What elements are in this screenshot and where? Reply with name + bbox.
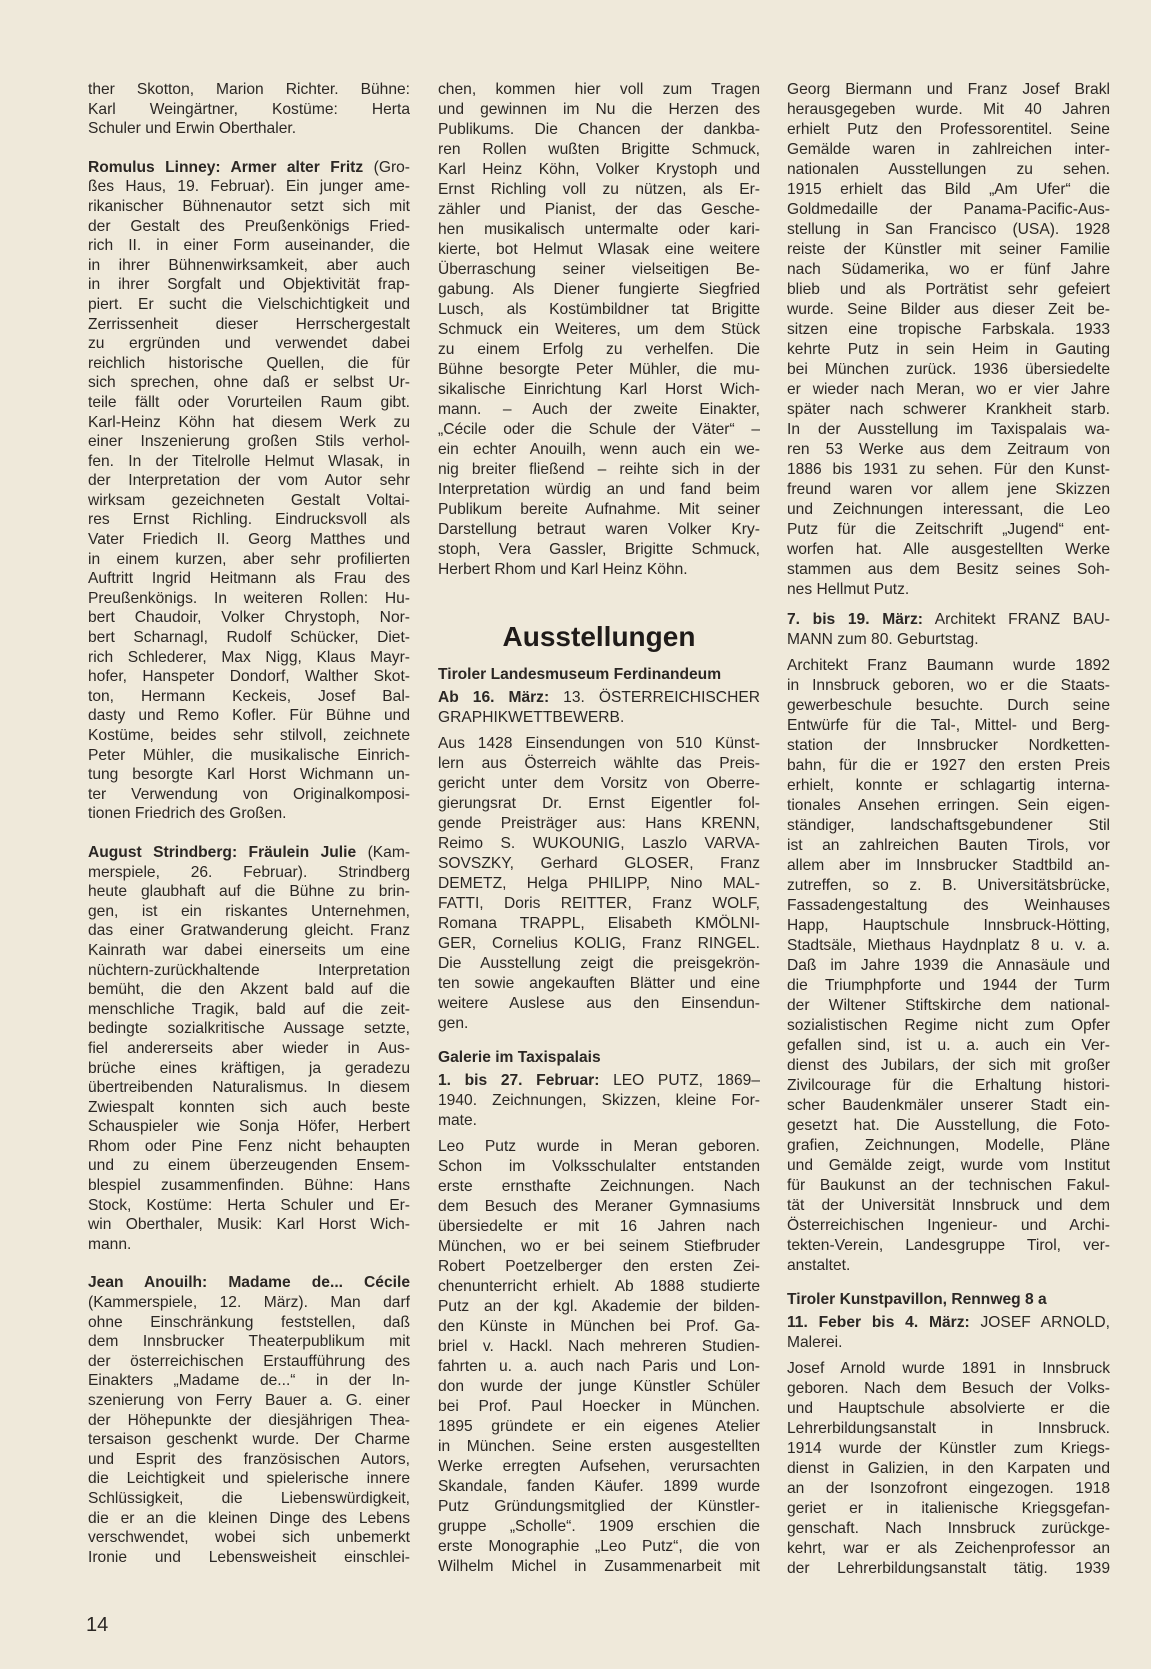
text-line: übersiedelte er mit 16 Jahren nach [438, 1218, 760, 1235]
text-line: in ihrer Sorgfalt und Objektivität frap- [88, 276, 410, 294]
text-line: gen, ist ein riskantes Unternehmen, [88, 902, 410, 920]
text-line: Schon im Volksschulalter entstanden [438, 1158, 760, 1175]
text-line: Preußenkönigs. In weiteren Rollen: Hu- [88, 589, 410, 607]
text-line: Darstellung betraut waren Volker Kry- [438, 521, 760, 538]
text-line: stammen aus dem Besitz seines Soh- [787, 561, 1110, 578]
text-line: in einem kurzen, aber sehr profilierten [88, 550, 410, 568]
column-right [787, 80, 1110, 1579]
text-line: der österreichischen Erstaufführung des [88, 1352, 410, 1370]
text-line: tekten-Verein, Landesgruppe Tirol, ver- [787, 1237, 1110, 1254]
text-line: sich sprechen, ohne daß er selbst Ur- [88, 374, 410, 392]
text-line: genschaft. Nach Innsbruck zurückge- [787, 1520, 1110, 1537]
text-line: win Oberthaler, Musik: Karl Horst Wich- [88, 1216, 410, 1234]
text-line: dem Innsbrucker Theaterpublikum mit [88, 1333, 410, 1351]
text-line: dienst in Galizien, in den Karpaten und [787, 1460, 1110, 1477]
text-line: reiste der Künstler mit seiner Familie [787, 241, 1110, 258]
bold-lead: August Strindberg: Fräulein Julie [88, 843, 357, 861]
lead-rest: LEO PUTZ, 1869– [599, 1072, 760, 1089]
text-line: Auftritt Ingrid Heitmann als Frau des [88, 570, 410, 588]
text-line: ein echter Anouilh, wenn auch ein we- [438, 441, 760, 458]
text-line: Stock, Kostüme: Herta Schuler und Er- [88, 1196, 410, 1214]
text-line: erste ernsthafte Zeichnungen. Nach [438, 1178, 760, 1195]
text-line: bert Chaudoir, Volker Chrystoph, Nor- [88, 609, 410, 627]
text-line: Aus 1428 Einsendungen von 510 Künst- [438, 735, 760, 752]
text-line: tät der Universität Innsbruck und dem [787, 1197, 1110, 1214]
text-line: fahrten u. a. auch nach Paris und Lon- [438, 1358, 760, 1375]
venue-text: Tiroler Kunstpavillon, Rennweg 8 a [787, 1291, 1047, 1308]
text-line: ton, Hermann Keckeis, Josef Bal- [88, 687, 410, 705]
text-line: der Wiltener Stiftskirche dem national- [787, 997, 1110, 1014]
text-line: dasty und Remo Kofler. Für Bühne und [88, 707, 410, 725]
text-line: gen. [438, 1015, 469, 1032]
text-line: das einer Gratwanderung gleicht. Franz [88, 922, 410, 940]
review-paragraph [88, 158, 410, 824]
section-heading [438, 619, 760, 655]
text-line: sitzen eine tropische Farbskala. 1933 [787, 321, 1110, 338]
text-line: Gemälde waren in zahlreichen inter- [787, 141, 1110, 158]
text-line: Ernst Richling voll zu nützen, als Er- [438, 181, 760, 198]
text-line: res Ernst Richling. Eindrucksvoll als [88, 511, 410, 529]
text-line: brüche eines kräftigen, ja geradezu [88, 1059, 410, 1077]
text-line: Ironie und Lebensweisheit einschlei- [88, 1548, 410, 1566]
text-line: zu ergründen und verwendet dabei [88, 335, 410, 353]
text-line: hofer, Hanspeter Dondorf, Walther Skot- [88, 668, 410, 686]
text-line: Fassadengestaltung des Weinhauses [787, 897, 1110, 914]
text-line: gesetzt hat. Die Ausstellung, die Foto- [787, 1117, 1110, 1134]
text-line: in ihrer Bühnenwirksamkeit, aber auch [88, 256, 410, 274]
text-line: freund waren vor allem jene Skizzen [787, 481, 1110, 498]
text-line: allem aber im Innsbrucker Stadtbild an- [787, 857, 1110, 874]
text-line: an der Isonzofront eingezogen. 1918 [787, 1480, 1110, 1497]
lead-rest: 13. ÖSTERREICHISCHER [549, 689, 760, 706]
text-line: zu einem Erfolg zu verhelfen. Die [438, 341, 760, 358]
text-line: die er an die kleinen Dinge des Lebens [88, 1509, 410, 1527]
exhibition-entry [438, 688, 760, 728]
text-line: reichlich historische Quellen, die für [88, 354, 410, 372]
text-line: Lehrerbildungsanstalt in Innsbruck. [787, 1420, 1110, 1437]
heading-text: Ausstellungen [502, 621, 696, 652]
text-line: bert Scharnagl, Rudolf Schücker, Diet- [88, 629, 410, 647]
text-line: teile fällt oder Vorurteilen Raum gibt. [88, 393, 410, 411]
body-paragraph [438, 734, 760, 1034]
text-line: Die Ausstellung zeigt die preisgekrön- [438, 955, 760, 972]
text-line: nüchtern-zurückhaltende Interpretation [88, 961, 410, 979]
text-line: später nach schwerer Krankheit starb. [787, 401, 1110, 418]
text-line: piert. Er sucht die Vielschichtigkeit und [88, 295, 410, 313]
text-line: ther Skotton, Marion Richter. Bühne: [88, 81, 410, 98]
text-line: szenierung von Ferry Bauer a. G. einer [88, 1392, 410, 1409]
text-line: Schuler und Erwin Oberthaler. [88, 120, 297, 138]
body-paragraph [787, 656, 1110, 1276]
text-line: rikanischer Bühnenautor setzt sich mit [88, 197, 410, 215]
text-line: mann. – Auch der zweite Einakter, [438, 401, 760, 418]
text-line: kierte, bot Helmut Wlasak eine weitere [438, 241, 760, 258]
text-line: blespiel zusammenfinden. Bühne: Hans [88, 1177, 410, 1195]
text-line: Skandale, fanden Käufer. 1899 wurde [438, 1478, 760, 1495]
text-line [787, 1313, 1110, 1333]
text-line: chenunterricht erhielt. Ab 1888 studierte [438, 1278, 760, 1295]
text-line: mann. [88, 1235, 132, 1253]
body-paragraph [787, 1359, 1110, 1579]
text-line: Überraschung seiner vielseitigen Be- [438, 261, 760, 278]
text-line: Entwürfe für die Tal-, Mittel- und Berg- [787, 717, 1110, 734]
text-line: Leo Putz wurde in Meran geboren. [438, 1138, 760, 1155]
text-line: erhielt Putz den Professorentitel. Seine [787, 121, 1110, 138]
text-line: stellung in San Francisco (USA). 1928 [787, 221, 1110, 238]
text-line: Kainrath war dabei einerseits um eine [88, 941, 410, 959]
text-line: heute glaubhaft auf die Bühne zu brin- [88, 883, 410, 901]
text-line: nig breiter fließend – reihte sich in der [438, 461, 760, 478]
text-line: ständiger, landschaftsgebundener Stil [787, 817, 1110, 834]
text-line: fiel andererseits aber wieder in Aus- [88, 1039, 410, 1057]
text-line: gefallen sind, ist u. a. auch ein Ver- [787, 1037, 1110, 1054]
text-line: und Esprit des französischen Autors, [88, 1450, 410, 1468]
text-line: gewerbeschule besuchte. Durch seine [787, 697, 1110, 714]
text-line: Schmuck ein Weiteres, um dem Stück [438, 321, 760, 338]
text-line: verschwendet, wobei sich unbemerkt [88, 1529, 410, 1547]
text-line: Einakters „Madame de...“ in der In- [88, 1372, 410, 1390]
text-line: 1915 erhielt das Bild „Am Ufer“ die [787, 181, 1110, 198]
text-line: Lusch, als Kostümbildner tat Brigitte [438, 301, 760, 318]
text-line: bei München zurück. 1936 übersiedelte [787, 361, 1110, 378]
text-line: in München. Seine ersten ausgestellten [438, 1438, 760, 1455]
text-line: bedingte sozialkritische Aussage setzte, [88, 1020, 410, 1038]
text-line: bahn, für die er 1927 den ersten Preis [787, 757, 1110, 774]
text-line: ten sowie angekauften Blätter und eine [438, 975, 760, 992]
text-line: In der Ausstellung im Taxispalais wa- [787, 421, 1110, 438]
text-line: zähler und Pianist, der das Gesche- [438, 201, 760, 218]
text-line: Schauspieler wie Sonja Höfer, Herbert [88, 1118, 410, 1136]
text-line: der Gestalt des Preußenkönigs Fried- [88, 217, 410, 235]
text-line: wirksam gezeichneten Gestalt Voltai- [88, 491, 410, 509]
text-line: stoph, Vera Gassler, Brigitte Schmuck, [438, 541, 760, 558]
text-line: ter Verwendung von Originalkomposi- [88, 785, 410, 803]
text-line: don wurde der junge Künstler Schüler [438, 1378, 760, 1395]
text-line: lern aus Österreich wählte das Preis- [438, 755, 760, 772]
text-line: ist an zahlreichen Bauten Tirols, vor [787, 837, 1110, 854]
bold-lead: Romulus Linney: Armer alter Fritz [88, 158, 364, 176]
body-paragraph [438, 1137, 760, 1577]
text-line: gabung. Als Diener fungierte Siegfried [438, 281, 760, 298]
text-line: grafien, Zeichnungen, Modelle, Pläne [787, 1137, 1110, 1154]
body-paragraph [787, 80, 1110, 600]
text-line: DEMETZ, Helga PHILIPP, Nino MAL- [438, 875, 760, 892]
text-line: dem Besuch des Meraner Gymnasiums [438, 1198, 760, 1215]
text-line: zutreffen, so z. B. Universitätsbrücke, [787, 877, 1110, 894]
text-line: einer Inszenierung großen Stils verhol- [88, 433, 410, 451]
text-line: ohne Einschränkung feststellen, daß [88, 1313, 410, 1331]
text-line: tionen Friedrich des Großen. [88, 805, 287, 823]
text-line: scher Baudenkmäler unserer Stadt ein- [787, 1097, 1110, 1114]
text-line: (Kammerspiele, 12. März). Man darf [88, 1294, 410, 1312]
text-line: sikalische Einrichtung Karl Horst Wich- [438, 381, 760, 398]
text-line: „Cécile oder die Schule der Väter“ – [438, 421, 760, 438]
text-line: Herbert Rhom und Karl Heinz Köhn. [438, 561, 688, 578]
text-line: gruppe „Scholle“. 1909 erschien die [438, 1518, 760, 1535]
text-line: Robert Poetzelberger den ersten Zei- [438, 1258, 760, 1275]
text-line: wurde. Seine Bilder aus dieser Zeit be- [787, 301, 1110, 318]
text-line: der Höhepunkte der diesjährigen Thea- [88, 1411, 410, 1429]
lead-rest: (Gro- [363, 158, 410, 176]
text-line: Malerei. [787, 1334, 843, 1351]
text-line: ßes Haus, 19. Februar). Ein junger ame- [88, 178, 410, 196]
text-line: Publikums. Die Chancen der dankba- [438, 121, 760, 138]
text-line: Goldmedaille der Panama-Pacific-Aus- [787, 201, 1110, 218]
text-line: die Leichtigkeit und spielerische innere [88, 1470, 410, 1488]
venue-text: Tiroler Landesmuseum Ferdinandeum [438, 666, 722, 683]
text-line: der Lehrerbildungsanstalt tätig. 1939 [787, 1560, 1110, 1577]
text-line: tionales Ansehen erringen. Sein eigen- [787, 797, 1110, 814]
text-line: übertreibenden Naturalismus. In diesem [88, 1079, 410, 1097]
text-line: Stadtsäle, Miethaus Haydnplatz 8 u. v. a. [787, 937, 1110, 954]
text-line: Zivilcourage für die Erhaltung histori- [787, 1077, 1110, 1094]
review-paragraph [88, 80, 410, 139]
text-line: gende Preisträger aus: Hans KRENN, [438, 815, 760, 832]
text-line: der Interpretation der vom Autor sehr [88, 472, 410, 490]
text-line: blieb und als Porträtist sehr gefeiert [787, 281, 1110, 298]
text-line: München, wo er bei seinem Stiefbruder [438, 1238, 760, 1255]
text-line: gericht unter dem Vorsitz von Oberre- [438, 775, 760, 792]
bold-lead: Ab 16. März: [438, 689, 550, 706]
exhibition-entry [438, 1071, 760, 1131]
text-line: menschliche Tragik, bald auf die zeit- [88, 1000, 410, 1018]
lead-rest: JOSEF ARNOLD, [969, 1314, 1110, 1331]
text-line: Reimo S. WUKOUNIG, Laszlo VARVA- [438, 835, 760, 852]
text-line: den Künste in München bei Prof. Ga- [438, 1318, 760, 1335]
text-line: weitere Auslese aus den Einsendun- [438, 995, 760, 1012]
text-line: Publikum bereite Aufnahme. Mit seiner [438, 501, 760, 518]
text-line: für Baukunst an der technischen Fakul- [787, 1177, 1110, 1194]
column-left [88, 80, 410, 1567]
page-number: 14 [86, 1614, 109, 1636]
text-line: sozialistischen Regime nicht zum Opfer [787, 1017, 1110, 1034]
text-line: rich Schlederer, Max Nigg, Klaus Mayr- [88, 648, 410, 666]
text-line: anstaltet. [787, 1257, 851, 1274]
text-line: Zerrissenheit dieser Herrschergestalt [88, 315, 410, 333]
text-line: Bühne besorgte Peter Mühler, die mu- [438, 361, 760, 378]
venue-text: Galerie im Taxispalais [438, 1049, 601, 1066]
text-line: Putz für die Zeitschrift „Jugend“ ent- [787, 521, 1110, 538]
bold-lead: 11. Feber bis 4. März: [787, 1314, 970, 1331]
text-line: herausgegeben wurde. Mit 40 Jahren [787, 101, 1110, 118]
text-line: bei Prof. Paul Hoecker in München. [438, 1398, 760, 1415]
text-line: Karl Heinz Köhn, Volker Krystoph und [438, 161, 760, 178]
exhibition-entry [787, 610, 1110, 650]
text-line: nes Hellmut Putz. [787, 581, 910, 598]
text-line: die Triumphpforte und 1944 der Turm [787, 977, 1110, 994]
text-line: erhielt, konnte er schlagartig interna- [787, 777, 1110, 794]
lead-rest: Architekt FRANZ BAU- [922, 611, 1110, 628]
column-middle [438, 80, 760, 1577]
text-line: und Gemälde zeigt, wurde vom Institut [787, 1157, 1110, 1174]
text-line: Karl-Heinz Köhn hat diesem Werk zu [88, 413, 410, 431]
text-line [88, 843, 410, 863]
text-line: mate. [438, 1112, 477, 1129]
text-line: Happ, Hauptschule Innsbruck-Hötting, [787, 917, 1110, 934]
text-line: bemüht, die den Akzent bald auf die [88, 981, 410, 999]
body-paragraph [438, 80, 760, 580]
text-line: station der Innsbrucker Nordketten- [787, 737, 1110, 754]
text-line: Werke erregten Aufsehen, verursachten [438, 1458, 760, 1475]
text-line: Karl Weingärtner, Kostüme: Herta [88, 100, 410, 118]
text-line: Romana TRAPPL, Elisabeth KMÖLNI- [438, 915, 760, 932]
venue-heading [438, 665, 760, 685]
text-line: ren 53 Werke aus dem Zeitraum von [787, 441, 1110, 458]
text-line: Architekt Franz Baumann wurde 1892 [787, 657, 1110, 674]
text-line: Österreichischen Ingenieur- und Archi- [787, 1217, 1110, 1234]
text-line: 1914 wurde der Künstler zum Kriegs- [787, 1440, 1110, 1457]
text-line: kehrt, war er als Zeichenprofessor an [787, 1540, 1110, 1557]
text-line [438, 688, 760, 708]
text-line: dienst des Jubilars, der sich mit großer [787, 1057, 1110, 1074]
text-line: kehrte Putz in sein Heim in Gauting [787, 341, 1110, 358]
text-line [787, 610, 1110, 630]
venue-heading [787, 1290, 1110, 1310]
text-line: Wilhelm Michel in Zusammenarbeit mit [438, 1558, 760, 1575]
exhibition-entry [787, 1313, 1110, 1353]
text-line [438, 1071, 760, 1091]
bold-lead: 1. bis 27. Februar: [438, 1072, 600, 1089]
text-line: hen musikalisch untermalte oder kari- [438, 221, 760, 238]
text-line: Josef Arnold wurde 1891 in Innsbruck [787, 1360, 1110, 1377]
text-line: Putz Gründungsmitglied der Künstler- [438, 1498, 760, 1515]
text-line: Zwiespalt konnten sich auch beste [88, 1098, 410, 1116]
text-line: chen, kommen hier voll zum Tragen [438, 81, 760, 98]
review-paragraph [88, 1273, 410, 1567]
text-line: tersaison geschenkt wurde. Der Charme [88, 1431, 410, 1449]
text-line: fen. In der Titelrolle Helmut Wlasak, in [88, 452, 410, 470]
text-line: und gewinnen im Nu die Herzen des [438, 101, 760, 118]
review-paragraph [88, 843, 410, 1254]
text-line: tung besorgte Karl Horst Wichmann un- [88, 766, 410, 784]
text-line: worfen hat. Alle ausgestellten Werke [787, 541, 1110, 558]
text-line: nach Südamerika, wo er fünf Jahre [787, 261, 1110, 278]
text-line: Putz an der kgl. Akademie der bilden- [438, 1298, 760, 1315]
text-line: Rhom oder Pine Fenz nicht behaupten [88, 1137, 410, 1155]
text-line: GER, Cornelius KOLIG, Franz RINGEL. [438, 935, 760, 952]
text-line: 1895 gründete er ein eigenes Atelier [438, 1418, 760, 1435]
text-line: Vater Friedich II. Georg Matthes und [88, 531, 410, 549]
text-line: Daß im Jahre 1939 die Annasäule und [787, 957, 1110, 974]
text-line: 1940. Zeichnungen, Skizzen, kleine For- [438, 1092, 760, 1109]
text-line: er wieder nach Meran, wo er vier Jahre [787, 381, 1110, 398]
text-line [88, 1273, 410, 1293]
text-line: Interpretation würdig an und fand beim [438, 481, 760, 498]
text-line: merspiele, 26. Februar). Strindberg [88, 863, 410, 881]
text-line: geriet er in italienische Kriegsgefan- [787, 1500, 1110, 1517]
text-line: Kostüme, beides sehr stilvoll, zeichnete [88, 727, 410, 744]
text-line: rich II. in einer Form auseinander, die [88, 237, 410, 255]
text-line: Georg Biermann und Franz Josef Brakl [787, 81, 1110, 98]
bold-lead: Jean Anouilh: Madame de... Cécile [88, 1274, 410, 1292]
venue-heading [438, 1048, 760, 1068]
text-line: briel v. Hackl. Nach mehreren Studien- [438, 1338, 760, 1355]
text-line [88, 158, 410, 178]
text-line: gierungsrat Dr. Ernst Eigentler fol- [438, 795, 760, 812]
text-line: geboren. Nach dem Besuch der Volks- [787, 1380, 1110, 1397]
text-line: erste Monographie „Leo Putz“, die von [438, 1538, 760, 1555]
text-line: Peter Mühler, die musikalische Einrich- [88, 746, 410, 764]
text-line: FATTI, Doris REITTER, Franz WOLF, [438, 895, 760, 912]
text-line: und Hauptschule absolvierte er die [787, 1400, 1110, 1417]
bold-lead: 7. bis 19. März: [787, 611, 923, 628]
text-line: GRAPHIKWETTBEWERB. [438, 709, 625, 726]
text-line: in Innsbruck geboren, wo er die Staats- [787, 677, 1110, 694]
text-line: MANN zum 80. Geburtstag. [787, 631, 979, 648]
text-line: und zu einem überzeugenden Ensem- [88, 1157, 410, 1175]
lead-rest: (Kam- [356, 843, 410, 861]
text-line: und Zeichnungen interessant, die Leo [787, 501, 1110, 518]
text-line: Schlüssigkeit, die Liebenswürdigkeit, [88, 1489, 410, 1507]
text-line: 1886 bis 1931 zu sehen. Für den Kunst- [787, 461, 1110, 478]
text-line: SOVSZKY, Gerhard GLOSER, Franz [438, 855, 760, 872]
text-line: nationalen Ausstellungen zu sehen. [787, 161, 1110, 178]
text-line: ren Rollen wußten Brigitte Schmuck, [438, 141, 760, 158]
